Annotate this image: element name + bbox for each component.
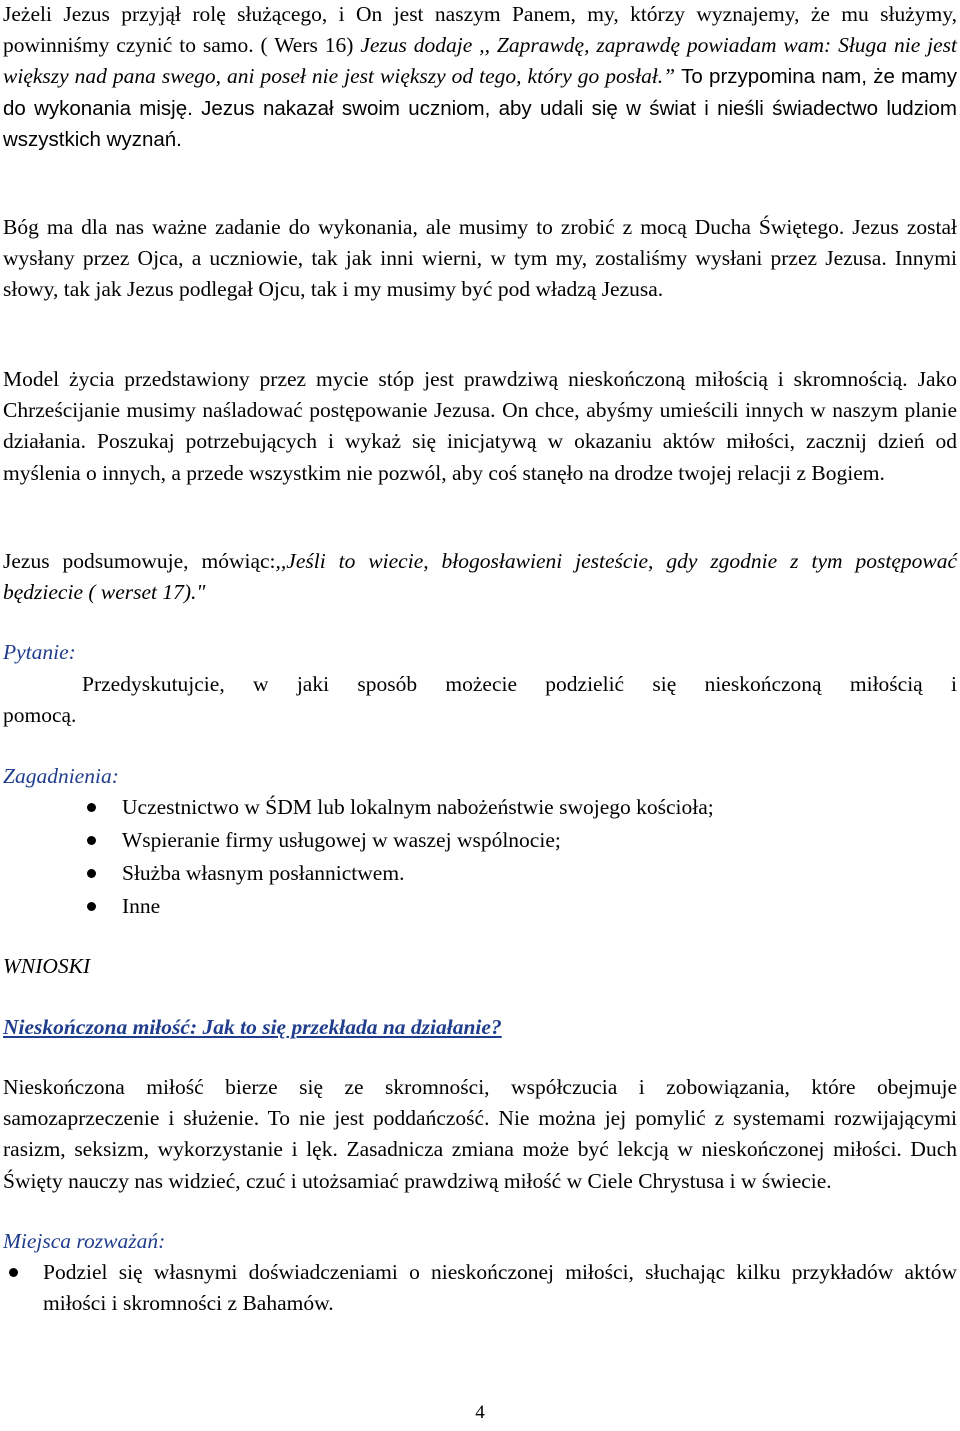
topics-heading: Zagadnienia: [3,764,119,788]
topics-list [122,791,714,923]
paragraph-3: Model życia przedstawiony przez mycie stóp jest prawdziwą nieskończoną miłością i skromnością. Jako Chrześcijanie musimy naśladować postępowanie Jezusa. On chce, abyśmy umieścili innych w naszym planie działania. Poszukaj potrzebujących i wykaż się inicjatywą w okazaniu aktów miłości, zacznij dzień od myślenia o innych, a przede wszystkim nie pozwól, aby coś stanęło na drodze twojej relacji z Bogiem. [3,367,957,485]
conclusions-subheading: Nieskończona miłość: Jak to się przekłada na działanie? [3,1015,502,1039]
paragraph-1-intro: Jeżeli Jezus przyjął rolę służącego, i On jest naszym Panem, my, którzy wyznajemy, że mu służymy, powinniśmy czynić to samo. ( Wers 16) [3,2,957,58]
conclusions-body: Nieskończona miłość bierze się ze skromności, współczucia i zobowiązania, które obejmuje samozaprzeczenie i służenie. To nie jest poddańczość. Nie można jej pomylić z systemami rozwijającymi rasizm, seksizm, wykorzystanie i lęk. Zasadnicza zmiana może być lekcją w nieskończonej miłości. Duch Święty nauczy nas widzieć, czuć i utożsamiać prawdziwą miłość w Ciele Chrystusa i w świecie. [3,1075,957,1193]
paragraph-4 [3,546,957,608]
paragraph-2: Bóg ma dla nas ważne zadanie do wykonania, ale musimy to zrobić z mocą Ducha Świętego. Jezus został wysłany przez Ojca, a uczniowie, tak jak inni wierni, w tym my, zostaliśmy wysłani przez Jezusa. Innymi słowy, tak jak Jezus podlegał Ojcu, tak i my musimy być pod władzą Jezusa. [3,215,957,302]
paragraph-1-mission: To przypomina nam, że mamy do wykonania misję. Jezus nakazał swoim uczniom, aby udali się w świat i nieśli świadectwo ludziom wszystkich wyznań. [3,65,957,151]
bullet-icon [87,902,96,911]
list-item: Podziel się własnymi doświadczeniami o nieskończonej miłości, słuchając kilku przykładów aktów miłości i skromności z Bahamów. [43,1257,957,1319]
page-number: 4 [475,1402,485,1423]
list-item: Uczestnictwo w ŚDM lub lokalnym nabożeństwie swojego kościoła; [122,791,714,824]
paragraph-1-quote: Jezus dodaje ,, Zaprawdę, zaprawdę powiadam wam: Sługa nie jest większy nad pana swego, ani poseł nie jest większy od tego, który go posłał.” [3,33,957,89]
question-heading: Pytanie: [3,640,76,664]
paragraph-1 [3,0,957,155]
reflection-list [43,1257,957,1319]
bullet-icon [87,803,96,812]
question-text-line-1: Przedyskutujcie, w jaki sposób możecie podzielić się nieskończoną miłością i [82,672,957,696]
list-item: Wspieranie firmy usługowej w waszej wspólnocie; [122,824,714,857]
list-item: Służba własnym posłannictwem. [122,857,714,890]
bullet-icon [87,869,96,878]
bullet-icon [9,1268,18,1277]
reflection-heading: Miejsca rozważań: [3,1229,166,1253]
bullet-icon [87,836,96,845]
list-item: Inne [122,890,714,923]
paragraph-4-intro: Jezus podsumowuje, mówiąc: [3,549,276,573]
conclusions-heading: WNIOSKI [3,954,91,978]
question-text-line-2: pomocą. [3,703,77,727]
paragraph-4-quote: ,,Jeśli to wiecie, błogosławieni jesteście, gdy zgodnie z tym postępować będziecie ( werset 17)." [3,549,957,605]
